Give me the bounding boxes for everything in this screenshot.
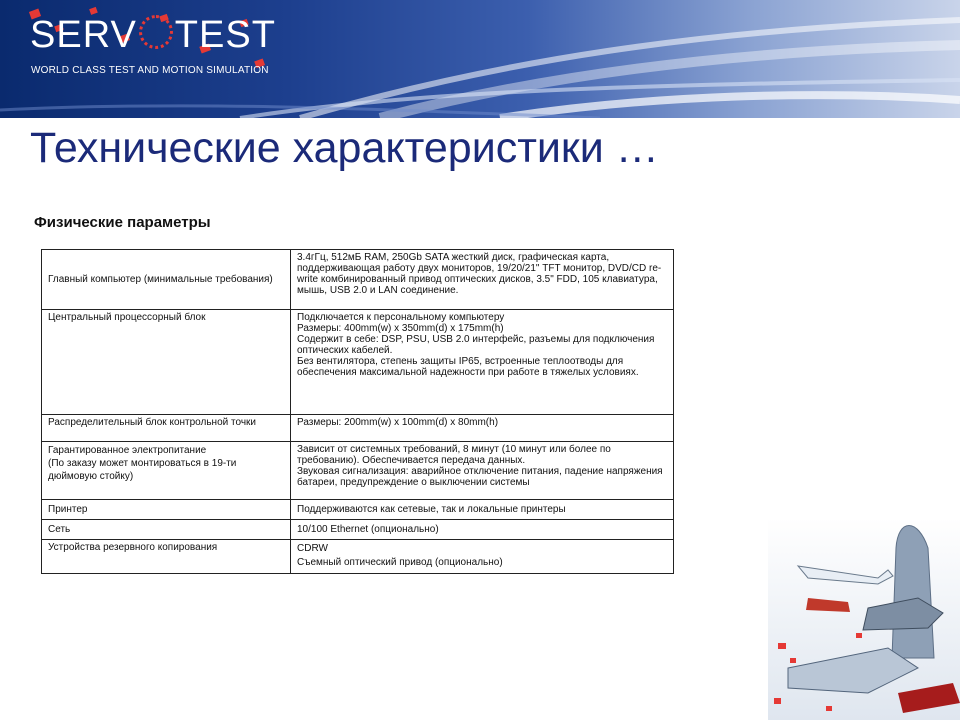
logo-text-right: TEST (174, 14, 276, 56)
row-value-text: Зависит от системных требований, 8 минут (10 минут или более по требованию). Обеспечивается передача данных. (297, 444, 611, 466)
row-label (42, 250, 291, 310)
table-row (42, 500, 674, 520)
row-value-text: Содержит в себе: DSP, PSU, USB 2.0 интерфейс, разъемы для подключения оптических кабелей. (297, 334, 655, 356)
row-value-text: Звуковая сигнализация: аварийное отключение питания, падение напряжения батареи, предупреждение о выключении системы (297, 466, 663, 488)
row-value-text: Размеры: 400mm(w) x 350mm(d) x 175mm(h) (297, 323, 504, 334)
row-value (291, 415, 674, 442)
spec-table (41, 249, 674, 574)
row-label-text: Устройства резервного копирования (48, 542, 218, 553)
row-label (42, 500, 291, 520)
row-label (42, 520, 291, 540)
table-row (42, 415, 674, 442)
logo-o-icon (139, 15, 173, 49)
row-value-text: 10/100 Ethernet (опционально) (297, 523, 439, 535)
section-heading: Физические параметры (34, 214, 211, 231)
row-value-text: CDRW (297, 543, 328, 554)
row-value (291, 250, 674, 310)
table-row (42, 250, 674, 310)
row-value-text: Без вентилятора, степень защиты IP65, встроенные теплоотводы для обеспечения максимальной надежности при работе в тяжелых условиях. (297, 356, 639, 378)
vehicles-collage-image (768, 518, 960, 720)
page-title: Технические характеристики … (30, 124, 659, 172)
row-value-text: Подключается к персональному компьютеру (297, 312, 505, 323)
row-value (291, 520, 674, 540)
row-value (291, 442, 674, 500)
row-label-text: Сеть (48, 523, 71, 535)
row-value (291, 500, 674, 520)
row-label (42, 540, 291, 574)
row-label (42, 415, 291, 442)
row-value (291, 310, 674, 415)
row-value-text: 3.4гГц, 512мБ RAM, 250Gb SATA жесткий диск, графическая карта, поддерживающая работу двух мониторов, 19/20/21" TFT монитор, DVD/CD re-write комбинированный привод оптических дисков, 3.5" FDD, 105 клавиатура, мышь, USB 2.0 и LAN соединение. (297, 252, 662, 296)
row-value-text: Поддерживаются как сетевые, так и локальные принтеры (297, 503, 566, 515)
row-value-text: Размеры: 200mm(w) x 100mm(d) x 80mm(h) (297, 417, 499, 428)
row-label (42, 310, 291, 415)
logo-text-left: SERV (30, 14, 137, 56)
row-label-text: (По заказу может монтироваться в 19-ти дюймовую стойку) (48, 458, 237, 482)
row-label-text: Гарантированное электропитание (48, 445, 207, 456)
row-value-text: Съемный оптический привод (опционально) (297, 557, 503, 568)
header-banner (0, 0, 960, 118)
row-label-text: Центральный процессорный блок (48, 312, 206, 323)
row-value (291, 540, 674, 574)
table-row (42, 442, 674, 500)
row-label-text: Распределительный блок контрольной точки (48, 417, 256, 428)
logo-tagline: WORLD CLASS TEST AND MOTION SIMULATION (31, 65, 269, 76)
table-row (42, 540, 674, 574)
row-label-text: Принтер (48, 503, 88, 515)
row-label (42, 442, 291, 500)
table-row (42, 520, 674, 540)
servotest-logo (30, 14, 276, 57)
table-row (42, 310, 674, 415)
row-label-text: Главный компьютер (минимальные требования) (48, 273, 273, 285)
